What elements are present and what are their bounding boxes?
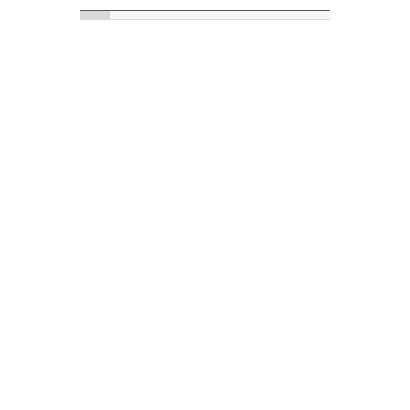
spec-header-key: [80, 11, 110, 19]
section-title-specs: [80, 3, 330, 11]
spec-header-row: [80, 11, 330, 20]
spec-sheet: [80, 0, 330, 410]
spec-header-value: [110, 11, 330, 19]
